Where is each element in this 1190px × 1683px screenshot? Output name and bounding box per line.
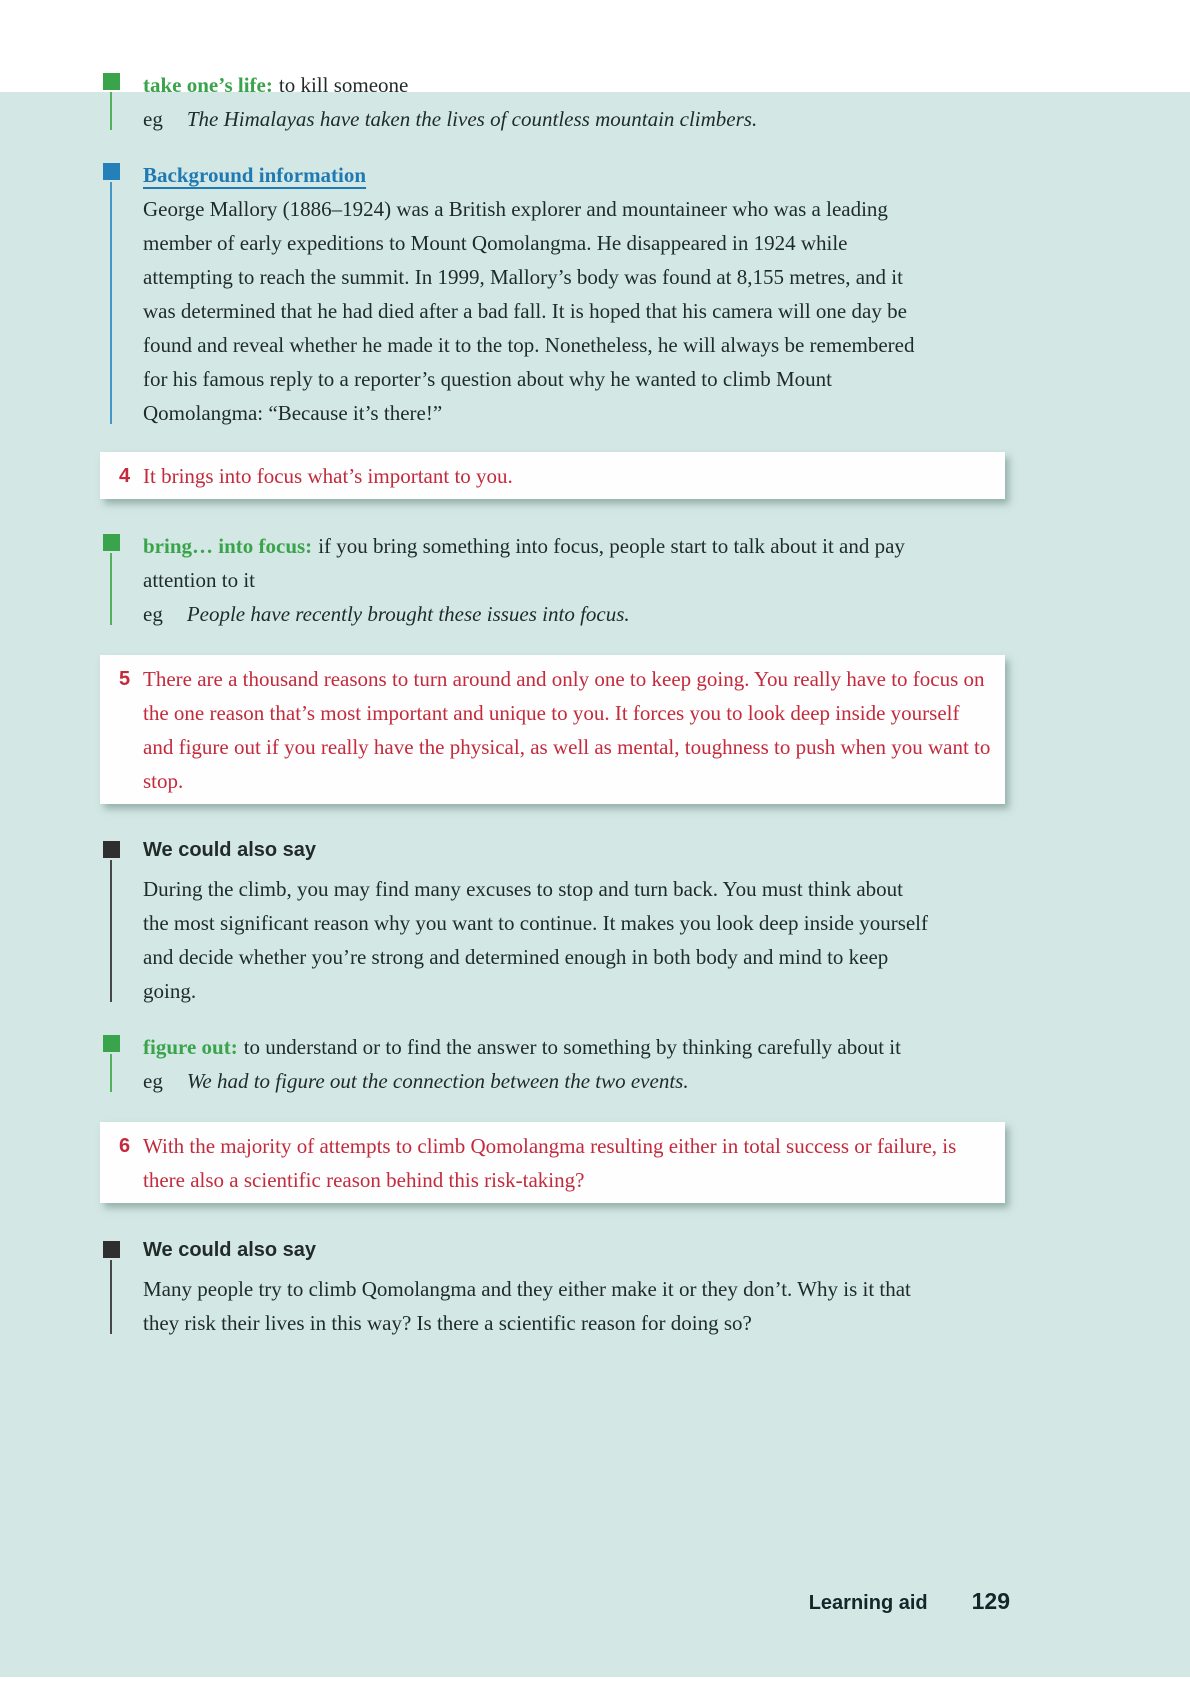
entry-marker [100, 1236, 143, 1340]
note-text [143, 836, 930, 1008]
vocab-text [143, 1030, 930, 1098]
answer-text: There are a thousand reasons to turn around and only one to keep going. You really have to focus on the one reason that’s most important and unique to you. It forces you to look deep inside yourself and figure out if you really have the physical, as well as mental, toughness to push when you want to stop. [143, 667, 991, 793]
green-vertical-rule [110, 92, 112, 130]
example-sentence: We had to figure out the connection between the two events. [186, 1069, 689, 1093]
we-could-also-say-heading: We could also say [143, 839, 317, 861]
footer-page-number: 129 [971, 1588, 1010, 1614]
vocab-term: figure out: [143, 1035, 238, 1059]
answer-box-5 [100, 655, 1005, 804]
example-sentence: People have recently brought these issues into focus. [186, 602, 630, 626]
vocab-entry-take-ones-life [100, 68, 930, 136]
background-paragraph: George Mallory (1886–1924) was a British explorer and mountaineer who was a leading member of early expeditions to Mount Qomolangma. He disappeared in 1924 while attempting to reach the summit. In 1999, Mallory’s body was found at 8,155 metres, and it was determined that he had died after a bad fall. It is hoped that his camera will one day be found and reveal whether he made it to the top. Nonetheless, he will always be remembered for his famous reply to a reporter’s question about why he wanted to climb Mount Qomolangma: “Because it’s there!” [143, 197, 915, 425]
vocab-entry-figure-out [100, 1030, 930, 1098]
we-could-also-say-entry-1 [100, 836, 930, 1008]
definition-line [143, 529, 930, 597]
answer-box-6 [100, 1122, 1005, 1203]
eg-label: eg [143, 107, 163, 131]
green-square-bullet-icon [103, 534, 120, 551]
vocab-definition: if you bring something into focus, people start to talk about it and pay attention to it [143, 534, 905, 592]
vocab-text [143, 529, 930, 631]
page-footer [0, 1588, 1190, 1615]
green-square-bullet-icon [103, 1035, 120, 1052]
vocab-term: take one’s life: [143, 73, 273, 97]
eg-label: eg [143, 1069, 163, 1093]
example-sentence: The Himalayas have taken the lives of countless mountain climbers. [186, 107, 758, 131]
example-line [143, 597, 930, 631]
blue-square-bullet-icon [103, 163, 120, 180]
example-line [143, 102, 930, 136]
answer-number: 4 [119, 465, 131, 487]
green-vertical-rule [110, 1054, 112, 1092]
definition-line [143, 68, 930, 102]
vocab-text [143, 68, 930, 136]
footer-section-label: Learning aid [808, 1592, 928, 1614]
we-could-also-say-entry-2 [100, 1236, 930, 1340]
note-paragraph: Many people try to climb Qomolangma and they either make it or they don’t. Why is it that they risk their lives in this way? Is there a scientific reason for doing so? [143, 1277, 911, 1335]
example-line [143, 1064, 930, 1098]
entry-marker [100, 1030, 143, 1098]
dark-vertical-rule [110, 1260, 112, 1334]
blue-vertical-rule [110, 182, 112, 424]
answer-number: 6 [119, 1135, 131, 1157]
answer-text: It brings into focus what’s important to you. [143, 464, 513, 488]
background-information-entry [100, 158, 930, 430]
eg-label: eg [143, 602, 163, 626]
entry-marker [100, 529, 143, 631]
entry-marker [100, 836, 143, 1008]
dark-square-bullet-icon [103, 1241, 120, 1258]
entry-marker [100, 68, 143, 136]
background-text [143, 158, 930, 430]
green-vertical-rule [110, 553, 112, 625]
green-square-bullet-icon [103, 73, 120, 90]
vocab-term: bring… into focus: [143, 534, 313, 558]
definition-line [143, 1030, 930, 1064]
we-could-also-say-heading: We could also say [143, 1239, 317, 1261]
vocab-definition: to kill someone [278, 73, 409, 97]
entry-marker [100, 158, 143, 430]
note-text [143, 1236, 930, 1340]
dark-square-bullet-icon [103, 841, 120, 858]
vocab-entry-bring-into-focus [100, 529, 930, 631]
note-paragraph: During the climb, you may find many excuses to stop and turn back. You must think about the most significant reason why you want to continue. It makes you look deep inside yourself and decide whether you’re strong and determined enough in both body and mind to keep going. [143, 877, 929, 1003]
answer-box-4 [100, 452, 1005, 499]
answer-text: With the majority of attempts to climb Qomolangma resulting either in total success or failure, is there also a scientific reason behind this risk-taking? [143, 1134, 957, 1192]
background-title-line [143, 158, 930, 192]
dark-vertical-rule [110, 860, 112, 1002]
answer-number: 5 [119, 668, 131, 690]
background-information-link[interactable]: Background information [143, 163, 367, 187]
vocab-definition: to understand or to find the answer to something by thinking carefully about it [243, 1035, 901, 1059]
